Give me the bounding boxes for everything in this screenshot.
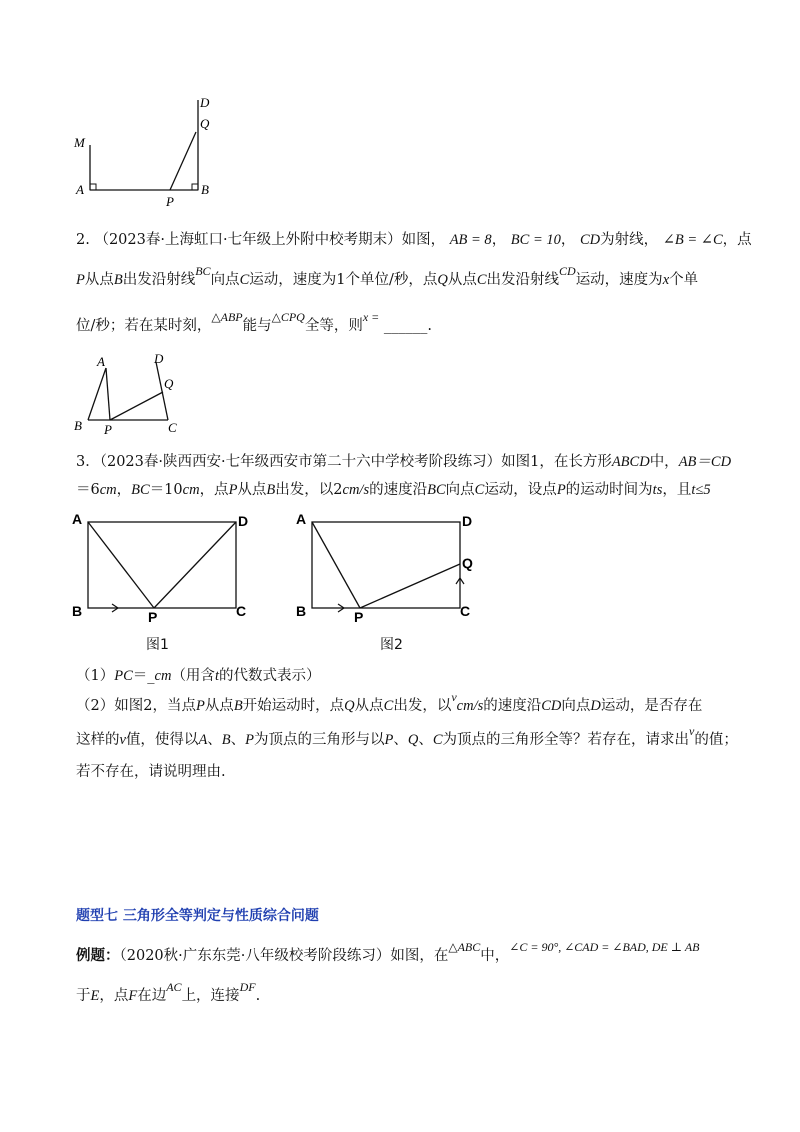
label-Q: Q	[164, 376, 174, 391]
segment-PQ	[360, 564, 460, 608]
right-angle-mark-B	[192, 184, 198, 190]
figure-2	[70, 350, 200, 436]
label-D: D	[238, 513, 249, 529]
label-P: P	[148, 609, 158, 625]
right-angle-mark-A	[90, 184, 96, 190]
figure-3-1-caption: 图1	[146, 637, 169, 653]
label-B: B	[72, 603, 83, 619]
segment-PD	[154, 522, 236, 608]
label-D: D	[200, 95, 210, 110]
problem-3-line-1: 3．（2023春·陕西西安·七年级西安市第二十六中学校考阶段练习）如图1，在长方形ABCD中，AB＝CD	[76, 454, 732, 470]
label-Q: Q	[200, 116, 210, 131]
label-P: P	[104, 422, 112, 436]
problem-3-question-2-line-3: 若不存在，请说明理由.	[76, 764, 226, 780]
segment-AB	[88, 368, 106, 420]
label-A: A	[76, 182, 84, 197]
label-P: P	[166, 194, 174, 209]
segment-CD	[156, 362, 168, 420]
label-D: D	[154, 351, 164, 366]
rectangle-ABCD	[88, 522, 236, 608]
problem-3-question-2-line-2: 这样的v值，使得以A、B、P为顶点的三角形与以P、Q、C为顶点的三角形全等？若存在，请求出$^v$的值；	[76, 724, 738, 748]
figure-1	[60, 90, 230, 210]
problem-3-question-2-line-1: （2）如图2，当点P从点B开始运动时，点Q从点C出发，以$^v$cm/s的速度沿CD向点D运动，是否存在	[76, 690, 703, 714]
problem-2-line-1: 2. （2023春·上海虹口·七年级上外附中校考期末）如图， AB = 8， BC = 10， CD为射线， ∠B = ∠C，点	[76, 232, 752, 248]
figure-3-1	[66, 508, 266, 626]
section-title: 题型七 三角形全等判定与性质综合问题	[76, 908, 319, 924]
label-B: B	[201, 182, 209, 197]
label-C: C	[460, 603, 471, 619]
problem-3-line-2: ＝6cm，BC＝10cm，点P从点B出发，以2cm/s的速度沿BC向点C运动，设点P的运动时间为ts，且t≤5	[76, 482, 711, 498]
label-D: D	[462, 513, 473, 529]
label-C: C	[236, 603, 247, 619]
example-line-2: 于E，点F在边$^{AC}$上，连接$^{DF}$.	[76, 980, 261, 1004]
label-A: A	[72, 511, 83, 527]
label-B: B	[296, 603, 307, 619]
problem-2-line-2: P从点B出发沿射线$^{BC}$向点C运动，速度为1个单位/秒，点Q从点C出发沿射线$^{CD}$运动，速度为x个单	[76, 264, 699, 288]
label-B: B	[74, 418, 82, 433]
rectangle-ABCD	[312, 522, 460, 608]
figure-3-2-caption: 图2	[380, 637, 403, 653]
label-M: M	[74, 135, 85, 150]
label-A: A	[296, 511, 307, 527]
example-line-1: 例题：（2020秋·广东东莞·八年级校考阶段练习）如图，在$^{\triangle ABC}$中，$^{\angle C = 90^\circ, \angle CAD = \angle BAD, DE \perp AB}$	[76, 940, 700, 964]
problem-3-question-1: （1）PC＝_cm（用含t的代数式表示）	[76, 668, 321, 684]
label-P: P	[354, 609, 364, 625]
label-A: A	[97, 354, 105, 369]
segment-AP	[106, 368, 110, 420]
figure-3-2	[290, 508, 490, 626]
label-Q: Q	[462, 555, 473, 571]
segment-PQ	[110, 392, 163, 420]
segment-AP	[88, 522, 154, 608]
problem-2-line-3: 位/秒；若在某时刻，$^{\triangle ABP}$能与$^{\triangle CPQ}$全等，则$^{x =}$ ______.	[76, 310, 432, 334]
segment-AP	[312, 522, 360, 608]
segment-PQ	[170, 132, 196, 190]
label-C: C	[168, 420, 177, 435]
